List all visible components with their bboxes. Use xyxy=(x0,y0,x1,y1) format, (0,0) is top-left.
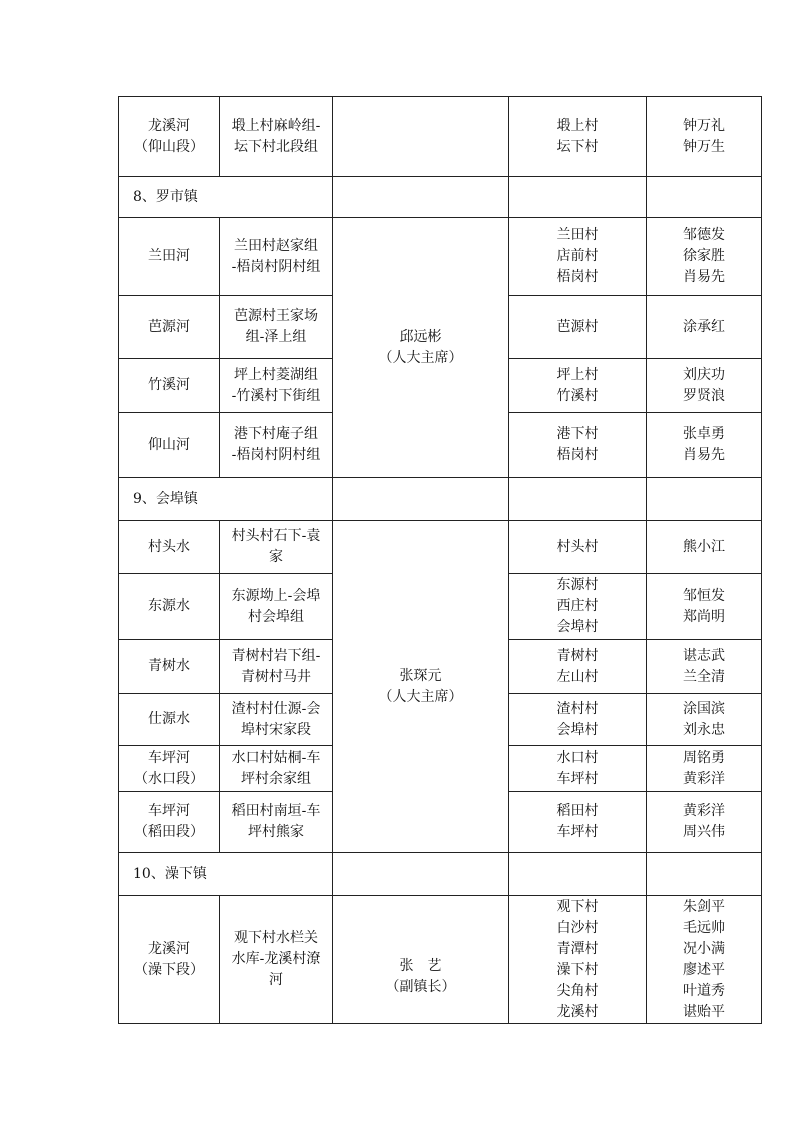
leader-cell: 张琛元 （人大主席） xyxy=(333,521,509,853)
village-chief-cell: 邹德发 徐家胜 肖易先 xyxy=(647,218,762,296)
town-name: 10、澡下镇 xyxy=(119,853,333,896)
village-chief-cell: 熊小江 xyxy=(647,521,762,574)
village-chief-cell: 黄彩洋 周兴伟 xyxy=(647,792,762,853)
section-cell: 港下村庵子组 -梧岗村阴村组 xyxy=(220,413,333,478)
river-name-cell: 仕源水 xyxy=(119,694,220,746)
village-chief-cell: 周铭勇 黄彩洋 xyxy=(647,746,762,792)
river-name-cell: 青树水 xyxy=(119,640,220,694)
village-cell: 观下村 白沙村 青潭村 澡下村 尖角村 龙溪村 xyxy=(509,896,647,1024)
river-name-cell: 车坪河 （稻田段） xyxy=(119,792,220,853)
town-name: 9、会埠镇 xyxy=(119,478,333,521)
town-header-row xyxy=(119,853,762,896)
section-cell: 塅上村麻岭组- 坛下村北段组 xyxy=(220,97,333,177)
village-chief-cell: 涂国滨 刘永忠 xyxy=(647,694,762,746)
village-chief-cell: 张卓勇 肖易先 xyxy=(647,413,762,478)
village-chief-cell: 刘庆功 罗贤浪 xyxy=(647,359,762,413)
section-cell: 村头村石下-袁 家 xyxy=(220,521,333,574)
village-cell: 稻田村 车坪村 xyxy=(509,792,647,853)
village-chief-cell: 谌志武 兰全清 xyxy=(647,640,762,694)
river-name-cell: 仰山河 xyxy=(119,413,220,478)
village-cell: 青树村 左山村 xyxy=(509,640,647,694)
village-cell: 渣村村 会埠村 xyxy=(509,694,647,746)
village-chief-cell: 涂承红 xyxy=(647,296,762,359)
village-cell: 水口村 车坪村 xyxy=(509,746,647,792)
town-header-row xyxy=(119,177,762,218)
village-chief-cell: 邹恒发 郑尚明 xyxy=(647,574,762,640)
section-cell: 渣村村仕源-会 埠村宋家段 xyxy=(220,694,333,746)
section-cell: 坪上村菱湖组 -竹溪村下街组 xyxy=(220,359,333,413)
table-row xyxy=(119,521,762,574)
village-chief-cell: 朱剑平 毛远帅 况小满 廖述平 叶道秀 谌贻平 xyxy=(647,896,762,1024)
section-cell: 青树村岩下组- 青树村马井 xyxy=(220,640,333,694)
river-name-cell: 竹溪河 xyxy=(119,359,220,413)
village-cell: 东源村 西庄村 会埠村 xyxy=(509,574,647,640)
leader-cell xyxy=(333,97,509,177)
table-row xyxy=(119,896,762,1024)
river-name-cell: 芭源河 xyxy=(119,296,220,359)
river-name-cell: 龙溪河 （澡下段） xyxy=(119,896,220,1024)
river-name-cell: 龙溪河 （仰山段） xyxy=(119,97,220,177)
village-cell: 兰田村 店前村 梧岗村 xyxy=(509,218,647,296)
section-cell: 观下村水栏关 水库-龙溪村潦 河 xyxy=(220,896,333,1024)
section-cell: 兰田村赵家组 -梧岗村阴村组 xyxy=(220,218,333,296)
leader-cell: 张 艺 （副镇长） xyxy=(333,896,509,1024)
village-chief-cell: 钟万礼 钟万生 xyxy=(647,97,762,177)
village-cell: 坪上村 竹溪村 xyxy=(509,359,647,413)
river-name-cell: 车坪河 （水口段） xyxy=(119,746,220,792)
table-row xyxy=(119,218,762,296)
town-name: 8、罗市镇 xyxy=(119,177,333,218)
village-cell: 港下村 梧岗村 xyxy=(509,413,647,478)
river-name-cell: 东源水 xyxy=(119,574,220,640)
section-cell: 东源坳上-会埠 村会埠组 xyxy=(220,574,333,640)
table-row xyxy=(119,97,762,177)
river-chief-table xyxy=(118,96,762,1024)
leader-cell: 邱远彬 （人大主席） xyxy=(333,218,509,478)
village-cell: 村头村 xyxy=(509,521,647,574)
village-cell: 芭源村 xyxy=(509,296,647,359)
town-header-row xyxy=(119,478,762,521)
section-cell: 芭源村王家场 组-泽上组 xyxy=(220,296,333,359)
section-cell: 水口村姑桐-车 坪村余家组 xyxy=(220,746,333,792)
river-name-cell: 村头水 xyxy=(119,521,220,574)
river-name-cell: 兰田河 xyxy=(119,218,220,296)
section-cell: 稻田村南垣-车 坪村熊家 xyxy=(220,792,333,853)
village-cell: 塅上村 坛下村 xyxy=(509,97,647,177)
